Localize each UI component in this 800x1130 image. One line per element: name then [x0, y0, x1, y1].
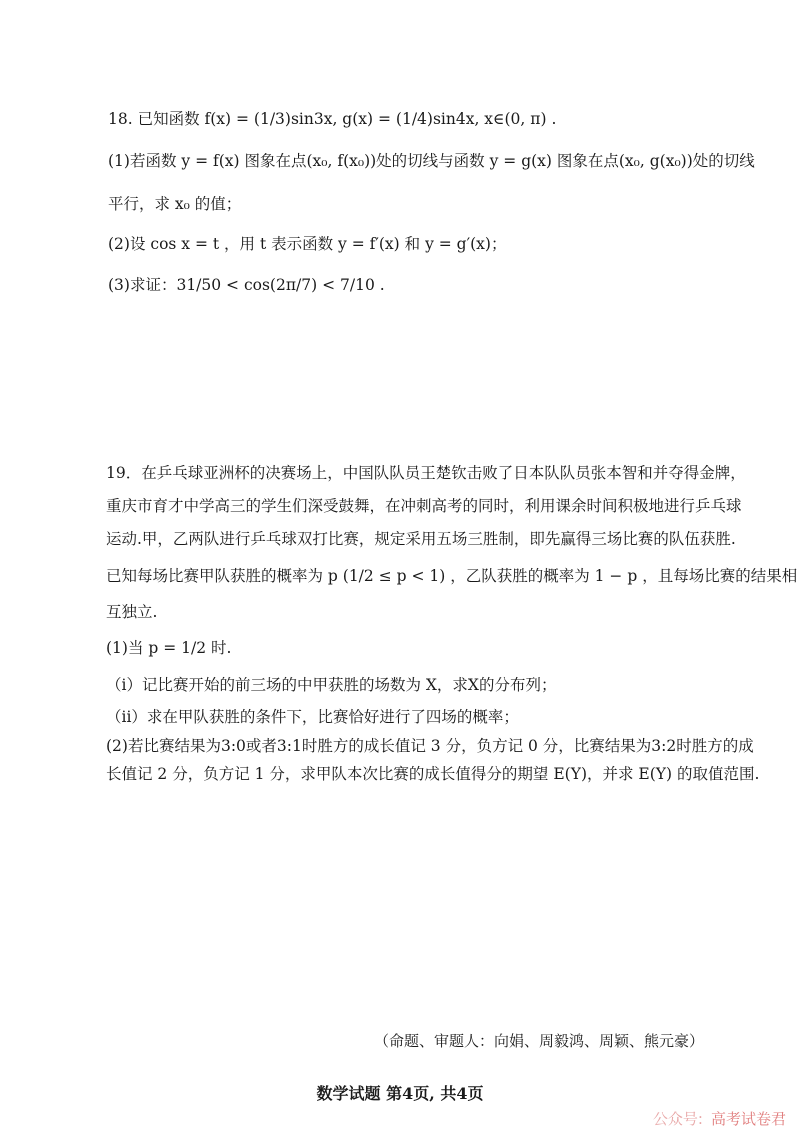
watermark-prefix: 公众号:	[652, 1110, 703, 1128]
q18-part1-line1: (1)若函数 y = f(x) 图象在点(x₀, f(x₀))处的切线与函数 y = g(x) 图象在点(x₀, g(x₀))处的切线	[108, 152, 755, 170]
q19-part1-ii: （ii）求在甲队获胜的条件下，比赛恰好进行了四场的概率；	[106, 708, 519, 726]
q18-stem: 18. 已知函数 f(x) = (1/3)sin3x, g(x) = (1/4)sin4x, x∈(0, π) .	[108, 110, 557, 128]
q19-line: 重庆市育才中学高三的学生们深受鼓舞，在冲刺高考的同时，利用课余时间积极地进行乒乓球	[106, 497, 742, 515]
watermark-brand: 高考试卷君	[710, 1110, 786, 1128]
q19-part2-line1: (2)若比赛结果为3:0或者3:1时胜方的成长值记 3 分，负方记 0 分，比赛结果为3:2时胜方的成	[106, 737, 754, 755]
q19-part1: (1)当 p = 1/2 时.	[106, 639, 232, 657]
q19-line: 运动.甲，乙两队进行乒乓球双打比赛，规定采用五场三胜制，即先赢得三场比赛的队伍获胜.	[106, 530, 736, 548]
q18-part1-line2: 平行，求 x₀ 的值；	[108, 195, 242, 213]
q19-line: 19．在乒乓球亚洲杯的决赛场上，中国队队员王楚钦击败了日本队队员张本智和并夺得金牌，	[106, 464, 746, 482]
q19-part2-line2: 长值记 2 分，负方记 1 分，求甲队本次比赛的成长值得分的期望 E(Y)，并求 E(Y) 的取值范围.	[106, 765, 760, 783]
author-credits: （命题、审题人：向娟、周毅鸿、周颖、熊元豪）	[373, 1032, 704, 1050]
q19-line: 已知每场比赛甲队获胜的概率为 p (1/2 ≤ p < 1) ，乙队获胜的概率为 1 − p ，且每场比赛的结果相	[106, 567, 798, 585]
watermark	[653, 1108, 786, 1129]
page-number: 数学试题 第4页, 共4页	[316, 1084, 484, 1103]
q19-part1-i: （i）记比赛开始的前三场的中甲获胜的场数为 X，求X的分布列；	[106, 676, 557, 694]
q18-part2: (2)设 cos x = t ，用 t 表示函数 y = f′(x) 和 y = g′(x)；	[108, 235, 507, 253]
q18-part3: (3)求证：31/50 < cos(2π/7) < 7/10 .	[108, 276, 385, 294]
q19-line: 互独立.	[106, 603, 158, 621]
